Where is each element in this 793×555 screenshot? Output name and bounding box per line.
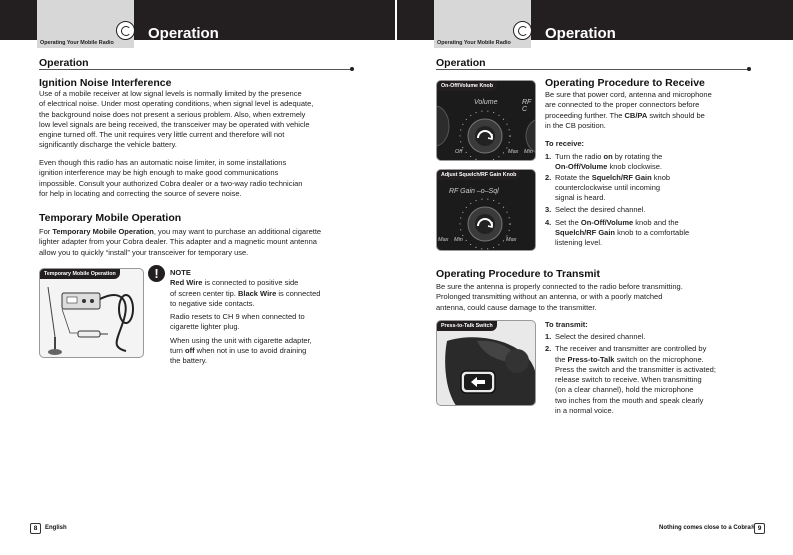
volume-knob-photo (436, 80, 536, 161)
list-item: 3. Select the desired channel. (545, 205, 646, 215)
knob-illustration (437, 81, 536, 161)
header-tab-label: Operating Your Mobile Radio (437, 40, 511, 46)
transmit-heading: Operating Procedure to Transmit (436, 268, 600, 280)
text-line: to negative side contacts. (170, 298, 255, 308)
footer-tagline: Nothing comes close to a Cobra® (659, 525, 756, 531)
text-line: engine turned off. The unit requires very little current and therefore will not (39, 130, 285, 140)
radio-install-illustration (40, 269, 144, 358)
footer-language: English (45, 525, 67, 531)
text-line: for help in locating and correcting the source of severe noise. (39, 188, 242, 198)
page-number: 8 (30, 523, 41, 534)
header-title: Operation (148, 25, 219, 42)
off-text: Off (455, 149, 463, 155)
photo-label: Press-to-Talk Switch (437, 321, 497, 331)
text-line: cigarette lighter plug. (170, 322, 240, 332)
section-title: Operation (39, 57, 89, 69)
warning-icon: ! (148, 265, 165, 282)
text-line: Be sure the antenna is properly connected to the radio before transmitting. (436, 282, 683, 291)
transmit-steps (545, 332, 716, 416)
list-item-continued: release switch to receive. When transmitting (555, 375, 702, 385)
note-title: NOTE (170, 268, 191, 277)
rf-text: RF C (522, 99, 532, 113)
text-line: Red Wire is connected to positive side (170, 278, 299, 288)
text-line: of electrical noise. Under most operating conditions, when signal level is adequate, (39, 99, 314, 109)
temporary-operation-photo (39, 268, 144, 358)
text-line: impossible. Consult your authorized Cobra dealer or a two-way radio technician (39, 178, 303, 188)
left-page (0, 0, 396, 555)
transmit-intro (436, 282, 683, 313)
text-line: allow you to quickly “install” your transceiver for temporary use. (39, 247, 249, 257)
list-item-continued: Press the switch and the transmitter is activated; (555, 364, 716, 374)
min-text: Min (524, 149, 533, 155)
text-line: proceeding further. The CB/PA switch should be (545, 110, 705, 120)
photo-label: On-Off/Volume Knob (437, 81, 497, 91)
receive-steps (545, 152, 689, 249)
max-text: Max (438, 237, 449, 243)
text-line: Be sure that power cord, antenna and microphone (545, 90, 712, 99)
list-item: 4. Set the On-Off/Volume knob and the (545, 217, 679, 227)
header-title: Operation (545, 25, 616, 42)
list-item-continued: the Press-to-Talk switch on the microphone. (555, 354, 704, 364)
section-divider (436, 69, 749, 70)
text-line: antenna, could cause damage to the transmitter. (436, 302, 597, 312)
right-page (397, 0, 793, 555)
temporary-heading: Temporary Mobile Operation (39, 212, 182, 224)
ignition-heading: Ignition Noise Interference (39, 77, 172, 89)
list-item-continued: listening level. (555, 238, 603, 248)
list-item-continued: On-Off/Volume knob clockwise. (555, 162, 662, 172)
ignition-paragraph-1 (39, 89, 313, 151)
cobra-logo-icon (116, 21, 135, 40)
text-line: in the CB position. (545, 120, 606, 130)
squelch-knob-photo (436, 169, 536, 251)
text-line: Radio resets to CH 9 when connected to (170, 312, 305, 322)
text-line: ignition interference may be high enough to make good communications (39, 168, 279, 178)
list-item: 1. Turn the radio on by rotating the (545, 152, 663, 161)
text-line: the battery. (170, 356, 207, 366)
receive-subheading: To receive: (545, 139, 585, 148)
rf-gain-text: RF Gain –o–Sql (449, 188, 499, 195)
section-divider (39, 69, 352, 70)
list-item: 1. Select the desired channel. (545, 332, 646, 341)
list-item-continued: Squelch/RF Gain knob to a comfortable (555, 228, 690, 238)
text-line: turn off when not in use to avoid draining (170, 346, 307, 356)
list-item-continued: (on a clear channel), hold the microphone (555, 385, 694, 395)
list-item-continued: in a normal voice. (555, 406, 614, 416)
text-line: When using the unit with cigarette adapter, (170, 335, 312, 345)
text-line: lighter adapter from your Cobra dealer. This adapter and a magnetic mount antenna (39, 237, 317, 247)
text-line: the background noise does not present a serious problem. Also, when extremely (39, 109, 306, 119)
list-item: 2. The receiver and transmitter are controlled by (545, 344, 707, 354)
transmit-subheading: To transmit: (545, 320, 588, 329)
header-tab-label: Operating Your Mobile Radio (40, 40, 114, 46)
text-line: Use of a mobile receiver at low signal levels is normally limited by the presence (39, 89, 302, 98)
min-text: Min (454, 237, 463, 243)
press-to-talk-photo (436, 320, 536, 406)
text-line: For Temporary Mobile Operation, you may want to purchase an additional cigarette (39, 227, 322, 236)
text-line: significantly discharge the vehicle battery. (39, 140, 177, 150)
temporary-paragraph (39, 227, 321, 258)
photo-label: Temporary Mobile Operation (40, 269, 120, 279)
list-item-continued: two inches from the mouth and speak clearly (555, 395, 704, 405)
text-line: are connected to the proper connectors before (545, 100, 700, 110)
page-number: 9 (754, 523, 765, 534)
text-line: Even though this radio has an automatic noise limiter, in some installations (39, 158, 287, 167)
ignition-paragraph-2 (39, 158, 302, 199)
max-text: Max (508, 149, 519, 155)
knob-illustration (437, 170, 536, 251)
text-line: of screen center tip. Black Wire is connected (170, 288, 321, 298)
list-item: 2. Rotate the Squelch/RF Gain knob (545, 172, 671, 182)
text-line: low level signals are being received, the transceiver may be operated with vehicle (39, 119, 310, 129)
list-item-continued: signal is heard. (555, 193, 606, 203)
max-text: Max (506, 237, 517, 243)
receive-intro (545, 90, 712, 131)
section-title: Operation (436, 57, 486, 69)
volume-text: Volume (474, 99, 498, 106)
list-item-continued: counterclockwise until incoming (555, 182, 661, 192)
photo-label: Adjust Squelch/RF Gain Knob (437, 170, 520, 180)
microphone-illustration (437, 321, 536, 406)
receive-heading: Operating Procedure to Receive (545, 77, 705, 89)
cobra-logo-icon (513, 21, 532, 40)
note-block (170, 268, 320, 367)
text-line: Prolonged transmitting without an antenna, or with a poorly matched (436, 292, 663, 302)
